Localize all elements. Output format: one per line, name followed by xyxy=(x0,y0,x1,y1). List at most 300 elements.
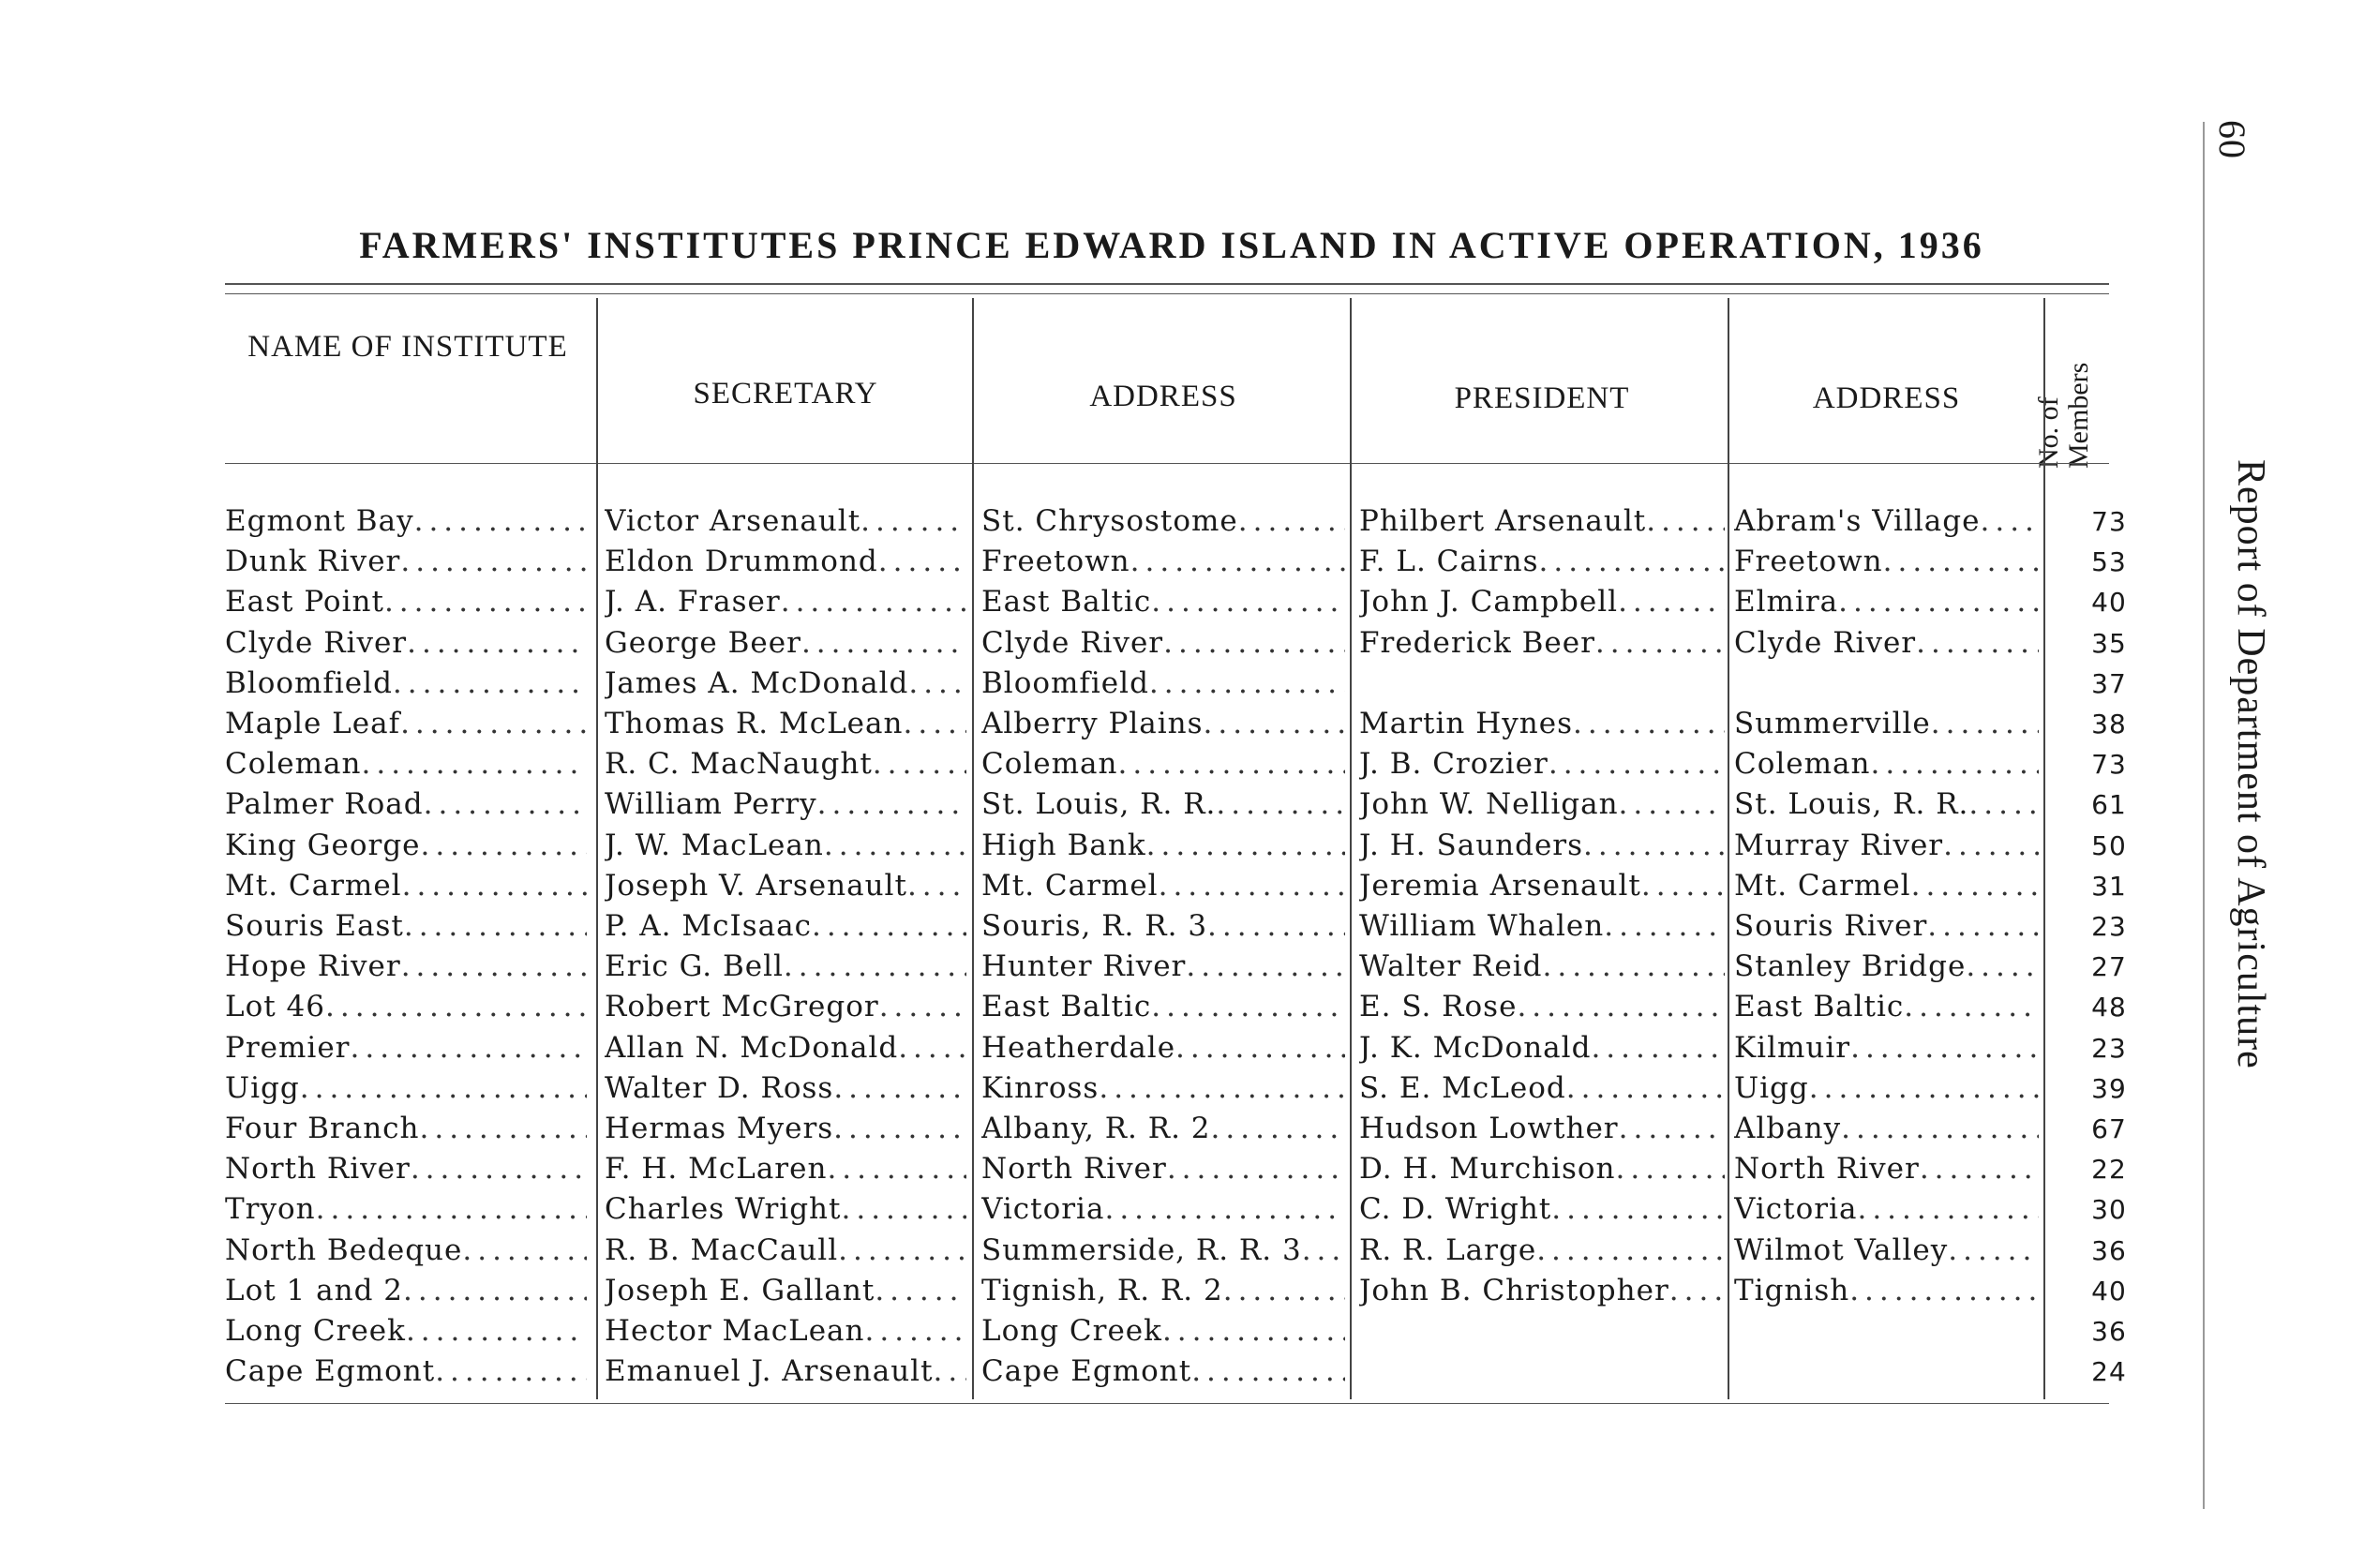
cell-text: 67 xyxy=(2091,1113,2127,1144)
cell-text: Tignish, R. R. 2 xyxy=(981,1273,1223,1307)
cell-text: Coleman xyxy=(981,747,1118,782)
cell-members xyxy=(2057,947,2161,987)
dot-leader xyxy=(878,542,966,582)
dot-leader xyxy=(860,501,966,542)
cell-text: Lot 46 xyxy=(225,990,326,1024)
cell-secretary xyxy=(605,582,966,622)
cell-members xyxy=(2057,987,2161,1027)
cell-sec-address xyxy=(981,947,1345,987)
cell-pres-address xyxy=(1734,664,2039,704)
dot-leader xyxy=(1669,1271,1725,1311)
cell-text: Hector MacLean xyxy=(605,1314,865,1348)
cell-members xyxy=(2057,784,2161,825)
cell-secretary xyxy=(605,664,966,704)
cell-secretary xyxy=(605,784,966,825)
table-row xyxy=(0,1068,2379,1109)
dot-leader xyxy=(903,704,966,744)
cell-text: Egmont Bay xyxy=(225,504,414,538)
table-row xyxy=(0,664,2379,704)
cell-pres-address xyxy=(1734,1109,2039,1149)
dot-leader xyxy=(1850,1028,2039,1068)
cell-secretary xyxy=(605,1311,966,1351)
dot-leader xyxy=(1841,1109,2039,1149)
cell-text: P. A. McIsaac xyxy=(605,909,812,943)
dot-leader xyxy=(1207,906,1345,947)
header-institute-label: NAME OF INSTITUTE xyxy=(247,330,568,364)
cell-institute xyxy=(225,1149,587,1189)
cell-sec-address xyxy=(981,664,1345,704)
cell-president xyxy=(1359,664,1725,704)
table-row xyxy=(0,1028,2379,1068)
cell-text: George Beer xyxy=(605,625,801,660)
cell-text: Jeremia Arsenault xyxy=(1359,868,1641,903)
cell-text: Heatherdale xyxy=(981,1030,1176,1065)
dot-leader xyxy=(325,987,587,1027)
cell-pres-address xyxy=(1734,1189,2039,1230)
cell-text: 24 xyxy=(2091,1356,2127,1388)
cell-president xyxy=(1359,704,1725,744)
cell-text: Uigg xyxy=(1734,1070,1809,1105)
header-institute xyxy=(225,328,591,366)
dot-leader xyxy=(1646,501,1725,542)
cell-text: Albany, R. R. 2 xyxy=(981,1112,1211,1145)
cell-text: 53 xyxy=(2091,546,2127,578)
cell-text: Philbert Arsenault xyxy=(1359,504,1647,538)
cell-text: Kilmuir xyxy=(1734,1030,1851,1065)
cell-president xyxy=(1359,947,1725,987)
cell-members xyxy=(2057,664,2161,704)
dot-leader xyxy=(1159,866,1345,906)
title-rule-top xyxy=(225,283,2109,285)
dot-leader xyxy=(833,1109,966,1149)
cell-members xyxy=(2057,704,2161,744)
cell-text: 36 xyxy=(2091,1316,2127,1347)
page-title: FARMERS' INSTITUTES PRINCE EDWARD ISLAND IN ACTIVE OPERATION, 1936 xyxy=(359,224,1984,266)
cell-members xyxy=(2057,1189,2161,1230)
cell-pres-address xyxy=(1734,542,2039,582)
dot-leader xyxy=(898,1028,966,1068)
dot-leader xyxy=(1904,987,2039,1027)
dot-leader xyxy=(406,1311,587,1351)
cell-text: North River xyxy=(981,1152,1167,1187)
cell-text: R. R. Large xyxy=(1359,1232,1537,1267)
cell-text: 30 xyxy=(2091,1194,2127,1226)
cell-text: Palmer Road xyxy=(225,787,424,822)
cell-institute xyxy=(225,744,587,784)
cell-text: East Baltic xyxy=(1734,990,1905,1024)
cell-pres-address xyxy=(1734,1351,2039,1392)
cell-pres-address xyxy=(1734,744,2039,784)
table-row xyxy=(0,1149,2379,1189)
cell-text: D. H. Murchison xyxy=(1359,1152,1616,1187)
cell-text: William Perry xyxy=(605,787,817,822)
cell-president xyxy=(1359,1149,1725,1189)
cell-text: Tignish xyxy=(1734,1273,1850,1307)
cell-text: Alberry Plains xyxy=(981,707,1204,740)
cell-text: North River xyxy=(225,1152,411,1187)
header-president-address: ADDRESS xyxy=(1812,381,1961,415)
dot-leader xyxy=(1238,501,1345,542)
dot-leader xyxy=(1583,826,1725,866)
dot-leader xyxy=(1146,826,1345,866)
cell-text: Allan N. McDonald xyxy=(605,1030,899,1065)
dot-leader xyxy=(1151,987,1345,1027)
dot-leader xyxy=(1968,784,2039,825)
cell-president xyxy=(1359,1028,1725,1068)
cell-president xyxy=(1359,1231,1725,1271)
dot-leader xyxy=(316,1189,587,1230)
cell-secretary xyxy=(605,1231,966,1271)
cell-text: Martin Hynes xyxy=(1359,707,1574,740)
cell-sec-address xyxy=(981,1231,1345,1271)
cell-text: Murray River xyxy=(1734,828,1944,862)
table-row xyxy=(0,866,2379,906)
dot-leader xyxy=(1573,704,1725,744)
cell-sec-address xyxy=(981,1311,1345,1351)
cell-text: 40 xyxy=(2091,587,2127,619)
cell-institute xyxy=(225,623,587,664)
header-members-line2: Members xyxy=(2063,362,2094,469)
dot-leader xyxy=(462,1231,587,1271)
cell-text: Victoria xyxy=(1734,1192,1858,1227)
table-bottom-rule xyxy=(225,1403,2109,1404)
cell-president xyxy=(1359,1271,1725,1311)
cell-text: East Baltic xyxy=(981,585,1152,620)
dot-leader xyxy=(875,1271,966,1311)
dot-leader xyxy=(300,1068,587,1109)
cell-text: Charles Wright xyxy=(605,1192,842,1227)
cell-text: Victoria xyxy=(981,1192,1105,1227)
cell-secretary xyxy=(605,987,966,1027)
dot-leader xyxy=(403,1271,587,1311)
table-row xyxy=(0,623,2379,664)
cell-text: 38 xyxy=(2091,709,2127,739)
cell-secretary xyxy=(605,906,966,947)
cell-text: F. H. McLaren xyxy=(605,1152,828,1187)
dot-leader xyxy=(384,582,587,622)
cell-text: R. C. MacNaught xyxy=(605,747,873,782)
table-row xyxy=(0,744,2379,784)
cell-president xyxy=(1359,826,1725,866)
cell-institute xyxy=(225,784,587,825)
dot-leader xyxy=(1536,1231,1725,1271)
dot-leader xyxy=(1849,1271,2039,1311)
cell-text: 35 xyxy=(2091,627,2127,659)
table-row xyxy=(0,1189,2379,1230)
cell-text: Bloomfield xyxy=(225,665,393,700)
dot-leader xyxy=(873,744,966,784)
cell-institute xyxy=(225,1109,587,1149)
dot-leader xyxy=(781,582,966,622)
cell-text: 61 xyxy=(2091,789,2127,821)
cell-pres-address xyxy=(1734,947,2039,987)
cell-members xyxy=(2057,866,2161,906)
cell-text: Emanuel J. Arsenault xyxy=(605,1354,934,1389)
cell-sec-address xyxy=(981,623,1345,664)
dot-leader xyxy=(801,623,966,664)
cell-members xyxy=(2057,1028,2161,1068)
cell-text: 31 xyxy=(2091,870,2127,902)
cell-text: Kinross xyxy=(981,1070,1100,1105)
dot-leader xyxy=(401,947,587,987)
cell-institute xyxy=(225,1189,587,1230)
dot-leader xyxy=(907,866,966,906)
dot-leader xyxy=(411,1149,587,1189)
cell-text: 40 xyxy=(2091,1275,2127,1307)
dot-leader xyxy=(1916,623,2039,664)
cell-text: Albany xyxy=(1734,1112,1842,1145)
cell-sec-address xyxy=(981,542,1345,582)
dot-leader xyxy=(1980,501,2039,542)
dot-leader xyxy=(1641,866,1725,906)
title-rule-bottom xyxy=(225,293,2109,294)
cell-sec-address xyxy=(981,1068,1345,1109)
table-row xyxy=(0,1271,2379,1311)
cell-text: John B. Christopher xyxy=(1359,1273,1669,1307)
dot-leader xyxy=(1186,947,1345,987)
dot-leader xyxy=(1130,542,1345,582)
cell-members xyxy=(2057,582,2161,622)
cell-text: Four Branch xyxy=(225,1112,420,1145)
cell-sec-address xyxy=(981,987,1345,1027)
cell-sec-address xyxy=(981,1271,1345,1311)
dot-leader xyxy=(393,664,587,704)
cell-secretary xyxy=(605,501,966,542)
dot-leader xyxy=(1167,1149,1345,1189)
dot-leader xyxy=(362,744,588,784)
cell-text: Lot 1 and 2 xyxy=(225,1273,404,1307)
cell-members xyxy=(2057,1351,2161,1392)
header-rule xyxy=(225,463,2109,464)
dot-leader xyxy=(407,623,587,664)
dot-leader xyxy=(1966,947,2039,987)
dot-leader xyxy=(1204,704,1345,744)
cell-institute xyxy=(225,987,587,1027)
dot-leader xyxy=(824,826,966,866)
cell-text: Summerside, R. R. 3 xyxy=(981,1232,1302,1267)
dot-leader xyxy=(1948,1231,2039,1271)
cell-members xyxy=(2057,906,2161,947)
cell-text: Hudson Lowther xyxy=(1359,1112,1619,1145)
table-row xyxy=(0,1109,2379,1149)
dot-leader xyxy=(1616,1149,1725,1189)
cell-text: Clyde River xyxy=(225,625,408,660)
dot-leader xyxy=(1162,1311,1345,1351)
cell-president xyxy=(1359,987,1725,1027)
dot-leader xyxy=(435,1351,587,1392)
cell-text: Premier xyxy=(225,1030,351,1065)
header-secretary-address: ADDRESS xyxy=(1089,380,1237,413)
cell-president xyxy=(1359,1068,1725,1109)
cell-text: 36 xyxy=(2091,1234,2127,1266)
cell-text: 37 xyxy=(2091,667,2127,699)
cell-text: Hermas Myers xyxy=(605,1112,834,1145)
cell-sec-address xyxy=(981,1149,1345,1189)
cell-text: Souris East xyxy=(225,909,404,943)
cell-institute xyxy=(225,582,587,622)
cell-members xyxy=(2057,1068,2161,1109)
cell-president xyxy=(1359,866,1725,906)
dot-leader xyxy=(1549,744,1725,784)
cell-pres-address xyxy=(1734,784,2039,825)
cell-institute xyxy=(225,826,587,866)
cell-members xyxy=(2057,1149,2161,1189)
cell-institute xyxy=(225,501,587,542)
cell-president xyxy=(1359,542,1725,582)
header-members xyxy=(2033,319,2094,469)
cell-secretary xyxy=(605,1149,966,1189)
cell-pres-address xyxy=(1734,826,2039,866)
cell-secretary xyxy=(605,1351,966,1392)
cell-text: 73 xyxy=(2091,506,2127,537)
dot-leader xyxy=(1517,987,1725,1027)
cell-text: Clyde River xyxy=(981,625,1164,660)
cell-members xyxy=(2057,744,2161,784)
dot-leader xyxy=(1551,1189,1725,1230)
dot-leader xyxy=(1149,664,1345,704)
dot-leader xyxy=(1618,582,1725,622)
dot-leader xyxy=(1927,906,2039,947)
cell-institute xyxy=(225,1068,587,1109)
cell-text: Freetown xyxy=(1734,545,1883,579)
cell-text: St. Louis, R. R. xyxy=(981,787,1217,822)
dot-leader xyxy=(400,704,587,744)
cell-text: E. S. Rose xyxy=(1359,990,1518,1024)
cell-sec-address xyxy=(981,501,1345,542)
dot-leader xyxy=(1151,582,1345,622)
cell-president xyxy=(1359,744,1725,784)
cell-text: 23 xyxy=(2091,911,2127,942)
dot-leader xyxy=(424,784,587,825)
cell-text: North Bedeque xyxy=(225,1232,463,1267)
dot-leader xyxy=(1163,623,1345,664)
dot-leader xyxy=(404,906,587,947)
header-secretary: SECRETARY xyxy=(693,377,878,411)
cell-sec-address xyxy=(981,1351,1345,1392)
table-row xyxy=(0,1351,2379,1392)
cell-president xyxy=(1359,784,1725,825)
dot-leader xyxy=(1871,744,2040,784)
cell-text: High Bank xyxy=(981,828,1146,862)
cell-text: 50 xyxy=(2091,829,2127,861)
page-number: 60 xyxy=(2211,120,2253,159)
dot-leader xyxy=(812,906,966,947)
cell-text: Cape Egmont xyxy=(225,1354,436,1389)
cell-text: Victor Arsenault xyxy=(605,504,861,538)
cell-text: Maple Leaf xyxy=(225,707,401,740)
cell-secretary xyxy=(605,826,966,866)
table-row xyxy=(0,501,2379,542)
cell-text: Stanley Bridge xyxy=(1734,949,1967,984)
cell-pres-address xyxy=(1734,582,2039,622)
cell-pres-address xyxy=(1734,1028,2039,1068)
dot-leader xyxy=(420,1109,588,1149)
cell-text: John J. Campbell xyxy=(1359,585,1619,620)
cell-text: Wilmot Valley xyxy=(1734,1232,1949,1267)
cell-pres-address xyxy=(1734,1068,2039,1109)
dot-leader xyxy=(817,784,966,825)
cell-secretary xyxy=(605,542,966,582)
cell-members xyxy=(2057,501,2161,542)
dot-leader xyxy=(833,1068,966,1109)
cell-text: C. D. Wright xyxy=(1359,1192,1552,1227)
cell-secretary xyxy=(605,866,966,906)
cell-institute xyxy=(225,1271,587,1311)
table-row xyxy=(0,704,2379,744)
cell-text: Joseph V. Arsenault xyxy=(605,868,907,903)
dot-leader xyxy=(1104,1189,1345,1230)
cell-text: Freetown xyxy=(981,545,1130,579)
dot-leader xyxy=(421,826,587,866)
cell-text: Mt. Carmel xyxy=(225,868,402,903)
cell-pres-address xyxy=(1734,1231,2039,1271)
cell-text: King George xyxy=(225,828,421,862)
dot-leader xyxy=(784,947,966,987)
cell-text: East Point xyxy=(225,585,384,620)
cell-text: James A. McDonald xyxy=(605,665,909,700)
cell-text: Hunter River xyxy=(981,949,1187,984)
cell-president xyxy=(1359,1109,1725,1149)
dot-leader xyxy=(1911,866,2039,906)
cell-members xyxy=(2057,1271,2161,1311)
cell-sec-address xyxy=(981,582,1345,622)
cell-institute xyxy=(225,1311,587,1351)
cell-text: Long Creek xyxy=(981,1314,1162,1348)
header-members-line1: No. of xyxy=(2033,396,2064,469)
cell-sec-address xyxy=(981,784,1345,825)
cell-secretary xyxy=(605,1109,966,1149)
cell-text: Tryon xyxy=(225,1192,316,1227)
cell-text: 48 xyxy=(2091,992,2127,1023)
cell-secretary xyxy=(605,704,966,744)
cell-text: Elmira xyxy=(1734,585,1839,620)
dot-leader xyxy=(908,664,966,704)
cell-sec-address xyxy=(981,1109,1345,1149)
dot-leader xyxy=(841,1189,966,1230)
cell-president xyxy=(1359,501,1725,542)
dot-leader xyxy=(879,987,966,1027)
cell-text: St. Chrysostome xyxy=(981,504,1238,538)
cell-text: Uigg xyxy=(225,1070,300,1105)
cell-text: North River xyxy=(1734,1152,1920,1187)
cell-institute xyxy=(225,866,587,906)
dot-leader xyxy=(1604,906,1725,947)
cell-secretary xyxy=(605,1189,966,1230)
cell-text: S. E. McLeod xyxy=(1359,1070,1566,1105)
dot-leader xyxy=(351,1028,588,1068)
cell-members xyxy=(2057,826,2161,866)
dot-leader xyxy=(934,1351,966,1392)
dot-leader xyxy=(1943,826,2039,866)
cell-text: Clyde River xyxy=(1734,625,1917,660)
cell-sec-address xyxy=(981,906,1345,947)
cell-president xyxy=(1359,906,1725,947)
cell-text: J. A. Fraser xyxy=(605,585,781,620)
cell-secretary xyxy=(605,1068,966,1109)
table-row xyxy=(0,947,2379,987)
cell-pres-address xyxy=(1734,1271,2039,1311)
cell-text: John W. Nelligan xyxy=(1359,787,1619,822)
dot-leader xyxy=(1175,1028,1345,1068)
cell-text: Bloomfield xyxy=(981,665,1149,700)
cell-text: Robert McGregor xyxy=(605,990,879,1024)
dot-leader xyxy=(400,542,587,582)
cell-sec-address xyxy=(981,1028,1345,1068)
cell-pres-address xyxy=(1734,623,2039,664)
dot-leader xyxy=(402,866,587,906)
dot-leader xyxy=(1619,784,1725,825)
cell-secretary xyxy=(605,623,966,664)
